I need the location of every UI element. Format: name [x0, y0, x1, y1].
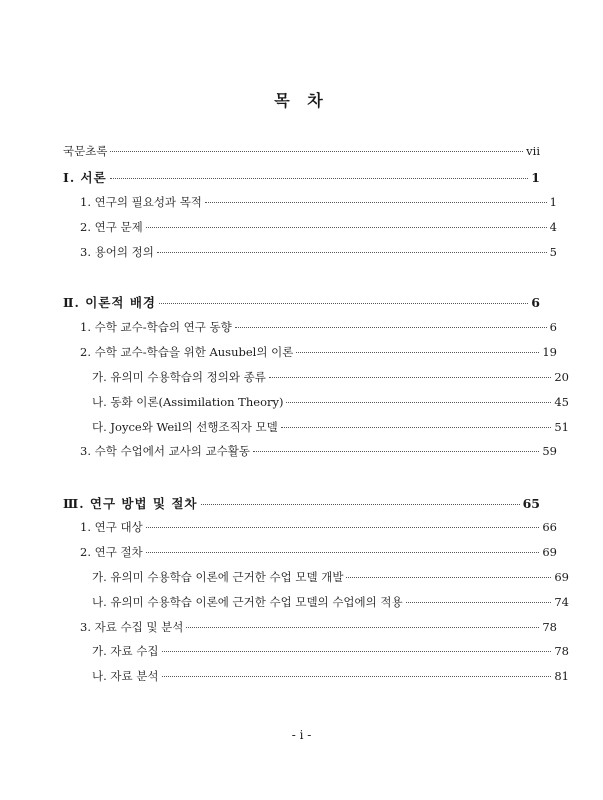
toc-entry-page: 69	[542, 545, 557, 559]
toc-entry-label: 3. 자료 수집 및 분석	[80, 620, 184, 634]
dot-leader	[110, 177, 529, 179]
toc-entry-page: 1	[531, 170, 540, 185]
toc-entry-page: 81	[554, 669, 569, 683]
toc-subsection[interactable]	[0, 419, 603, 437]
toc-entry-label: 가. 자료 수집	[92, 644, 159, 658]
dot-leader	[346, 576, 551, 578]
toc-subsection[interactable]	[0, 569, 603, 587]
toc-section[interactable]	[0, 219, 603, 237]
toc-entry-label: 3. 수학 수업에서 교사의 교수활동	[80, 444, 251, 458]
toc-chapter-1[interactable]	[0, 168, 603, 186]
toc-entry-page: 78	[554, 644, 569, 658]
toc-section[interactable]	[0, 619, 603, 637]
toc-entry-label: 1. 연구 대상	[80, 520, 143, 534]
dot-leader	[146, 226, 547, 228]
toc-chapter-3[interactable]	[0, 494, 603, 512]
toc-entry-label: 2. 연구 문제	[80, 220, 143, 234]
dot-leader	[186, 626, 539, 628]
toc-entry-label: 1. 수학 교수-학습의 연구 동향	[80, 320, 232, 334]
toc-subsection[interactable]	[0, 594, 603, 612]
toc-entry-label: Ⅲ. 연구 방법 및 절차	[63, 496, 198, 511]
dot-leader	[146, 551, 540, 553]
toc-entry-page: 66	[542, 520, 557, 534]
toc-entry-page: 74	[554, 595, 569, 609]
toc-entry-label: 가. 유의미 수용학습 이론에 근거한 수업 모델 개발	[92, 570, 344, 584]
toc-entry-page: 6	[549, 320, 557, 334]
dot-leader	[286, 401, 551, 403]
page-number: - i -	[291, 728, 312, 742]
toc-subsection[interactable]	[0, 394, 603, 412]
toc-entry-page: vii	[526, 144, 540, 158]
toc-entry-label: 나. 유의미 수용학습 이론에 근거한 수업 모델의 수업에의 적용	[92, 595, 403, 609]
dot-leader	[235, 326, 547, 328]
toc-entry-label: 나. 동화 이론(Assimilation Theory)	[92, 395, 284, 409]
dot-leader	[162, 675, 552, 677]
toc-entry-label: Ⅰ. 서론	[63, 170, 107, 185]
toc-entry-page: 69	[554, 570, 569, 584]
toc-entry-page: 6	[531, 295, 540, 310]
toc-entry-page: 5	[549, 245, 557, 259]
toc-entry-page: 59	[542, 444, 557, 458]
dot-leader	[205, 201, 547, 203]
toc-entry-label: 국문초록	[63, 144, 108, 158]
toc-subsection[interactable]	[0, 369, 603, 387]
toc-entry-label: 가. 유의미 수용학습의 정의와 종류	[92, 370, 266, 384]
toc-entry-label: 다. Joyce와 Weil의 선행조직자 모델	[92, 420, 278, 434]
toc-entry-page: 20	[554, 370, 569, 384]
toc-subsection[interactable]	[0, 668, 603, 686]
toc-entry-page: 4	[549, 220, 557, 234]
dot-leader	[296, 351, 539, 353]
toc-entry-label: 2. 연구 절차	[80, 545, 143, 559]
toc-entry-label: 3. 용어의 정의	[80, 245, 154, 259]
dot-leader	[146, 526, 540, 528]
toc-subsection[interactable]	[0, 643, 603, 661]
toc-entry-abstract[interactable]	[0, 143, 603, 161]
toc-section[interactable]	[0, 519, 603, 537]
toc-entry-page: 1	[549, 195, 557, 209]
toc-entry-label: 1. 연구의 필요성과 목적	[80, 195, 202, 209]
dot-leader	[157, 251, 547, 253]
toc-entry-page: 51	[554, 420, 569, 434]
toc-entry-page: 65	[522, 496, 540, 511]
page-title: 목 차	[274, 91, 329, 110]
dot-leader	[159, 302, 528, 304]
toc-section[interactable]	[0, 319, 603, 337]
dot-leader	[201, 503, 520, 505]
toc-entry-label: 나. 자료 분석	[92, 669, 159, 683]
dot-leader	[110, 150, 523, 152]
toc-section[interactable]	[0, 344, 603, 362]
dot-leader	[281, 426, 552, 428]
dot-leader	[253, 450, 539, 452]
toc-section[interactable]	[0, 544, 603, 562]
toc-entry-page: 19	[542, 345, 557, 359]
dot-leader	[162, 650, 552, 652]
toc-section[interactable]	[0, 443, 603, 461]
toc-entry-page: 78	[542, 620, 557, 634]
toc-entry-page: 45	[554, 395, 569, 409]
dot-leader	[406, 601, 552, 603]
toc-section[interactable]	[0, 244, 603, 262]
toc-section[interactable]	[0, 194, 603, 212]
toc-entry-label: Ⅱ. 이론적 배경	[63, 295, 156, 310]
dot-leader	[269, 376, 552, 378]
toc-chapter-2[interactable]	[0, 293, 603, 311]
toc-entry-label: 2. 수학 교수-학습을 위한 Ausubel의 이론	[80, 345, 294, 359]
